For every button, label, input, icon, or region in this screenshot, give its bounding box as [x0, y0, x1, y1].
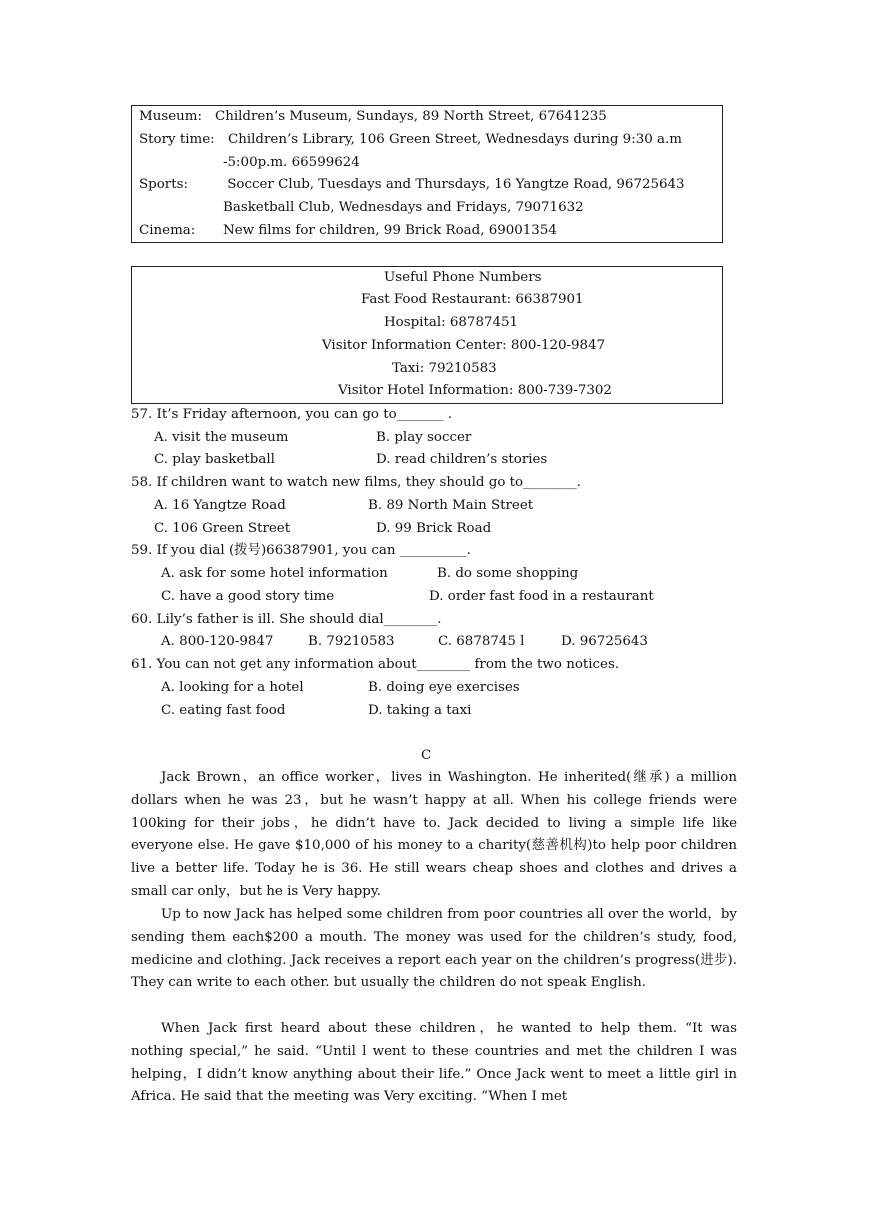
notice-row-text: New films for children, 99 Brick Road, 69001354: [223, 223, 557, 238]
notice-row-label: Cinema:: [139, 223, 196, 238]
option: D. read children’s stories: [376, 452, 548, 467]
option: A. looking for a hotel: [161, 680, 304, 695]
option: C. have a good story time: [161, 589, 335, 604]
article-paragraph: When Jack first heard about these children，he wanted to help them. “It was nothing special,” he said. “Until l went to these countries and met the children I was helping，I didn’t know anything about their life.” Once Jack went to meet a little girl in Africa. He said that the meeting was Very exciting. “When I met: [131, 1021, 737, 1105]
phone-line: Hospital: 68787451: [384, 315, 519, 330]
option: B. 79210583: [308, 634, 395, 649]
option: D. taking a taxi: [368, 703, 472, 718]
option: B. do some shopping: [437, 566, 579, 581]
option: D. 96725643: [561, 634, 648, 649]
option: A. ask for some hotel information: [161, 566, 388, 581]
notice-row-text: Basketball Club, Wednesdays and Fridays, 79071632: [223, 200, 584, 215]
phone-line: Fast Food Restaurant: 66387901: [361, 292, 584, 307]
option: A. 800-120-9847: [161, 634, 274, 649]
question-stem: 60. Lily’s father is ill. She should dial________.: [131, 612, 442, 627]
question-stem: 59. If you dial (拨号)66387901, you can __________.: [131, 543, 471, 558]
option: C. 106 Green Street: [154, 521, 291, 536]
phone-line: Taxi: 79210583: [392, 361, 497, 376]
option: B. 89 North Main Street: [368, 498, 534, 513]
option: A. visit the museum: [154, 430, 289, 445]
option: B. play soccer: [376, 430, 472, 445]
phone-line: Visitor Information Center: 800-120-9847: [322, 338, 606, 353]
notice-row-text: Children’s Library, 106 Green Street, Wednesdays during 9:30 a.m: [228, 132, 682, 147]
option: D. 99 Brick Road: [376, 521, 492, 536]
article-paragraph: Jack Brown，an office worker，lives in Washington. He inherited(继承) a million dollars when he was 23，but he wasn’t happy at all. When his college friends were 100king for their jobs，he didn’t have to. Jack decided to living a simple life like everyone else. He gave $10,000 of his money to a charity(慈善机构)to help poor children live a better life. Today he is 36. He still wears cheap shoes and clothes and drives a small car only，but he is Very happy.: [131, 770, 737, 899]
notice-row-text: Soccer Club, Tuesdays and Thursdays, 16 Yangtze Road, 96725643: [223, 177, 685, 192]
question-stem: 58. If children want to watch new films, they should go to________.: [131, 475, 581, 490]
notice-row-text: -5:00p.m. 66599624: [223, 155, 360, 170]
option: C. play basketball: [154, 452, 275, 467]
option: B. doing eye exercises: [368, 680, 520, 695]
notice-row-label: Sports:: [139, 177, 188, 192]
option: C. eating fast food: [161, 703, 286, 718]
article-paragraph: Up to now Jack has helped some children from poor countries all over the world，by sending them each$200 a mouth. The money was used for the children’s study, food, medicine and clothing. Jack receives a report each year on the children’s progress(进步). They can write to each other. but usually the children do not speak English.: [131, 907, 737, 991]
option: C. 6878745 l: [438, 634, 525, 649]
option: A. 16 Yangtze Road: [154, 498, 286, 513]
question-stem: 57. It’s Friday afternoon, you can go to_______ .: [131, 407, 453, 422]
phone-notice-title: Useful Phone Numbers: [384, 270, 542, 285]
phone-line: Visitor Hotel Information: 800-739-7302: [338, 383, 612, 398]
notice-row-text: Children’s Museum, Sundays, 89 North Street, 67641235: [215, 109, 607, 124]
question-stem: 61. You can not get any information about________ from the two notices.: [131, 657, 620, 672]
option: D. order fast food in a restaurant: [429, 589, 654, 604]
section-heading: C: [421, 748, 432, 763]
notice-row-label: Story time:: [139, 132, 215, 147]
notice-row-label: Museum:: [139, 109, 202, 124]
